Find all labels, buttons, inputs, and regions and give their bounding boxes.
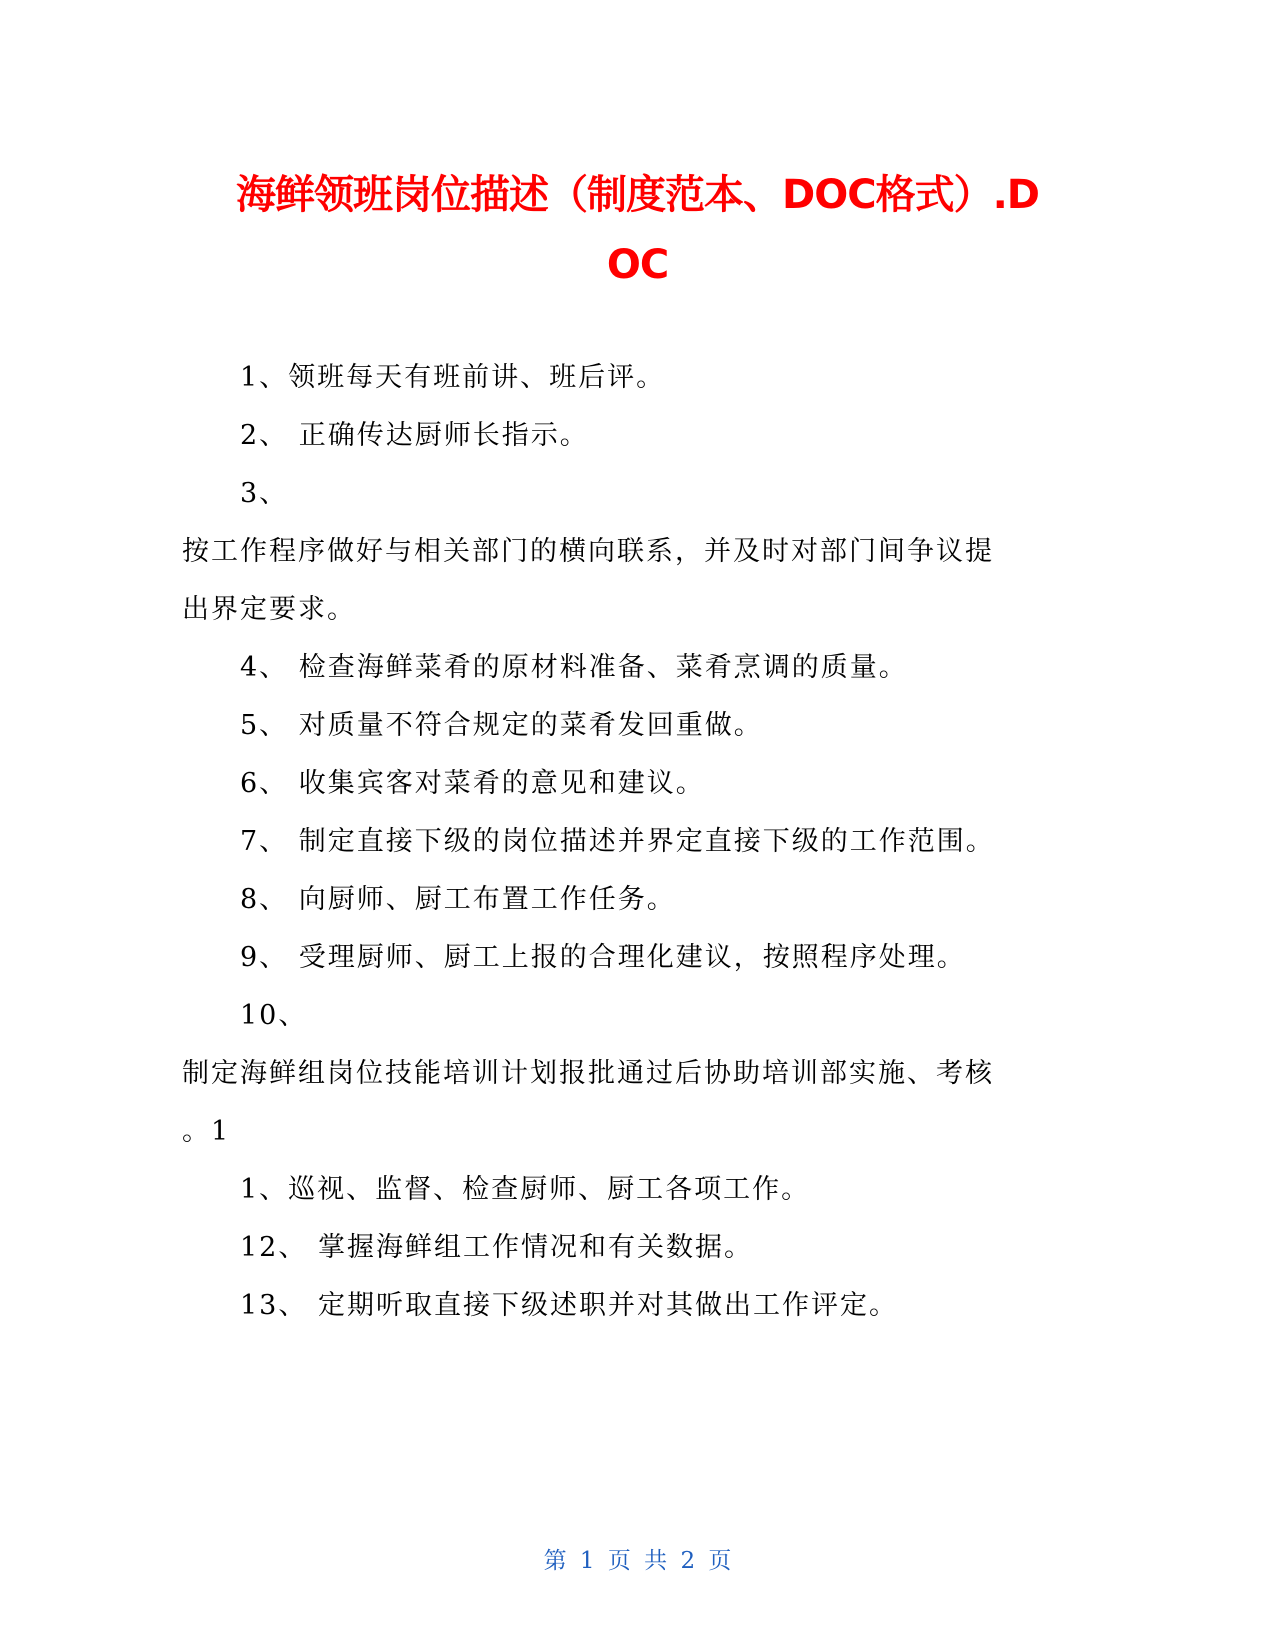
list-item-7: 7、 制定直接下级的岗位描述并界定直接下级的工作范围。 xyxy=(240,826,995,857)
list-item-10-text-continued: 。1 xyxy=(182,1116,231,1147)
list-item-12: 12、 掌握海鲜组工作情况和有关数据。 xyxy=(240,1232,753,1263)
page-footer: 第 1 页 共 2 页 xyxy=(543,1548,732,1574)
document-title-line-2: OC xyxy=(606,242,669,288)
list-item-11: 1、巡视、监督、检查厨师、厨工各项工作。 xyxy=(240,1174,811,1205)
list-item-13: 13、 定期听取直接下级述职并对其做出工作评定。 xyxy=(240,1290,898,1321)
document-title-line-1: 海鲜领班岗位描述（制度范本、DOC格式）.D xyxy=(236,172,1039,218)
list-item-10-number: 10、 xyxy=(240,1000,308,1031)
list-item-2: 2、 正确传达厨师长指示。 xyxy=(240,420,589,451)
list-item-8: 8、 向厨师、厨工布置工作任务。 xyxy=(240,884,676,915)
list-item-3-number: 3、 xyxy=(240,478,289,509)
list-item-3-text-continued: 出界定要求。 xyxy=(182,594,356,625)
list-item-6: 6、 收集宾客对菜肴的意见和建议。 xyxy=(240,768,705,799)
list-item-3-text: 按工作程序做好与相关部门的横向联系，并及时对部门间争议提 xyxy=(182,536,994,567)
list-item-10-text: 制定海鲜组岗位技能培训计划报批通过后协助培训部实施、考核 xyxy=(182,1058,994,1089)
list-item-1: 1、领班每天有班前讲、班后评。 xyxy=(240,362,666,393)
list-item-4: 4、 检查海鲜菜肴的原材料准备、菜肴烹调的质量。 xyxy=(240,652,908,683)
list-item-9: 9、 受理厨师、厨工上报的合理化建议，按照程序处理。 xyxy=(240,942,966,973)
list-item-5: 5、 对质量不符合规定的菜肴发回重做。 xyxy=(240,710,763,741)
